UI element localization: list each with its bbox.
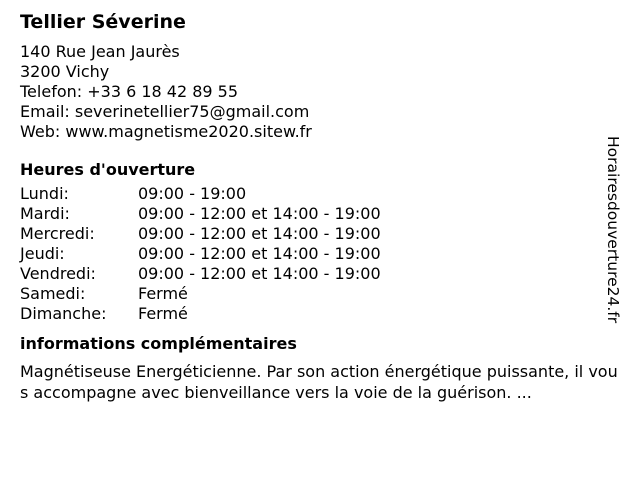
hours-day: Mardi: (20, 204, 70, 223)
hours-day: Vendredi: (20, 264, 96, 283)
email-line: Email: severinetellier75@gmail.com (20, 102, 310, 121)
contact-block (20, 42, 620, 142)
hours-row-sunday (20, 304, 620, 324)
hours-day: Lundi: (20, 184, 69, 203)
watermark-text: Horairesdouverture24.fr (604, 136, 622, 324)
opening-hours-table (20, 184, 620, 324)
hours-time: 09:00 - 12:00 et 14:00 - 19:00 (138, 204, 381, 223)
hours-row-wednesday (20, 224, 620, 244)
hours-row-thursday (20, 244, 620, 264)
opening-hours-heading: Heures d'ouverture (20, 160, 196, 179)
hours-time: 09:00 - 12:00 et 14:00 - 19:00 (138, 244, 381, 263)
address-city: 3200 Vichy (20, 62, 110, 81)
hours-day: Dimanche: (20, 304, 107, 323)
hours-time: Fermé (138, 304, 188, 323)
web-line: Web: www.magnetisme2020.sitew.fr (20, 122, 312, 141)
business-name: Tellier Séverine (20, 11, 186, 33)
hours-day: Jeudi: (20, 244, 65, 263)
additional-info-heading: informations complémentaires (20, 334, 297, 353)
additional-info-text: Magnétiseuse Energéticienne. Par son action énergétique puissante, il vous accompagne avec bienveillance vers la voie de la guérison. ... (20, 362, 618, 402)
hours-time: 09:00 - 12:00 et 14:00 - 19:00 (138, 224, 381, 243)
hours-day: Mercredi: (20, 224, 95, 243)
business-card (20, 8, 620, 403)
hours-row-monday (20, 184, 620, 204)
hours-row-saturday (20, 284, 620, 304)
hours-time: 09:00 - 19:00 (138, 184, 247, 203)
phone-line: Telefon: +33 6 18 42 89 55 (20, 82, 239, 101)
address-street: 140 Rue Jean Jaurès (20, 42, 180, 61)
hours-day: Samedi: (20, 284, 86, 303)
hours-row-friday (20, 264, 620, 284)
hours-row-tuesday (20, 204, 620, 224)
hours-time: 09:00 - 12:00 et 14:00 - 19:00 (138, 264, 381, 283)
hours-time: Fermé (138, 284, 188, 303)
